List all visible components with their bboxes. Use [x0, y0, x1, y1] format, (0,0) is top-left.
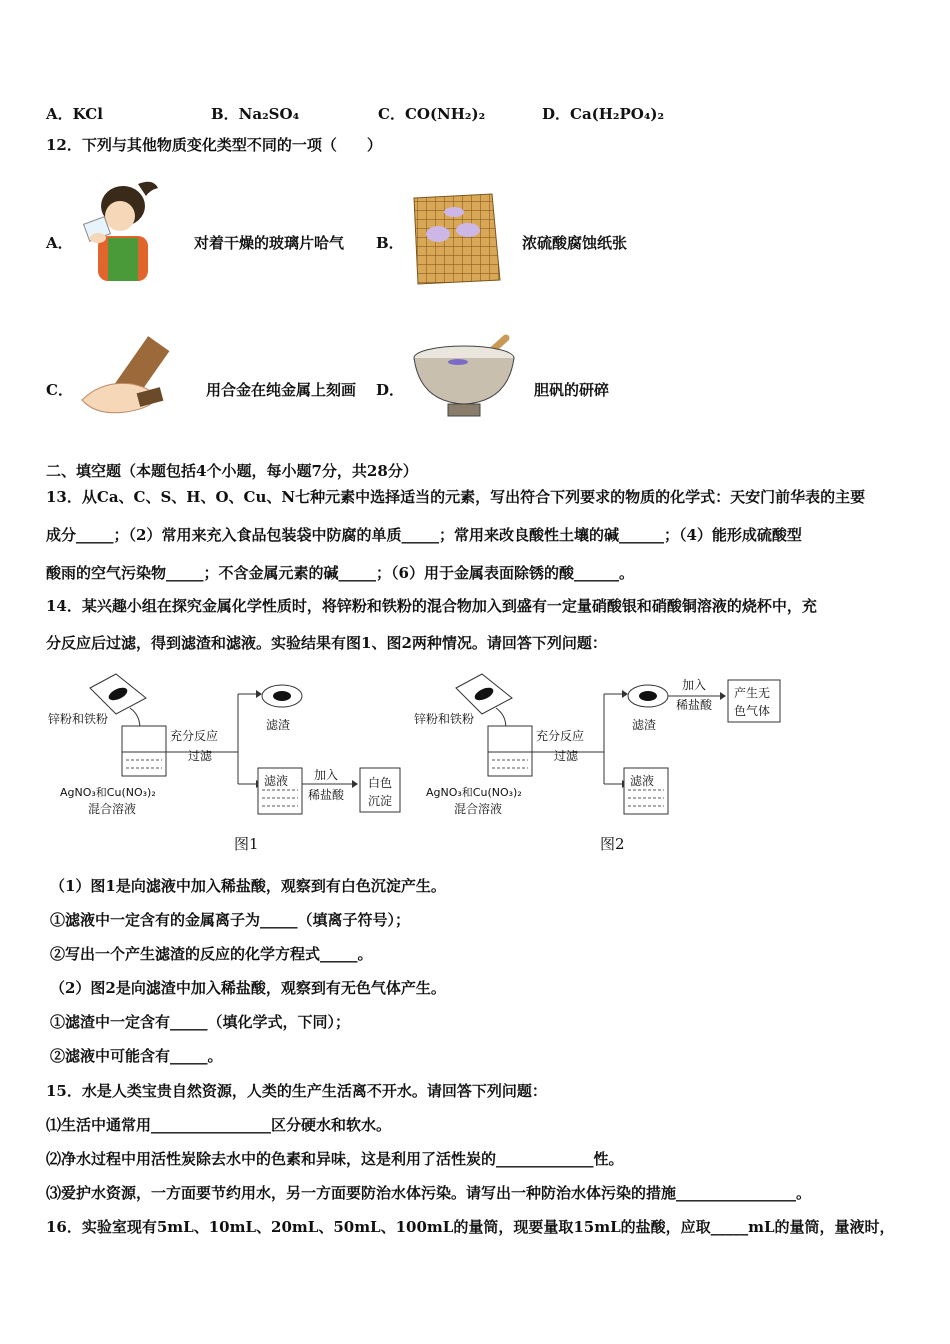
fig1-solution-line2: 混合溶液 [88, 802, 137, 816]
figure1-caption: 图1 [234, 835, 259, 853]
q14-line1: 14．某兴趣小组在探究金属化学性质时，将锌粉和铁粉的混合物加入到盛有一定量硝酸银和硝酸铜溶液的烧杯中，充 [46, 597, 817, 615]
fig1-result-line1: 白色 [368, 776, 393, 790]
q15-item2: ⑵净水过程中用活性炭除去水中的色素和异味，这是利用了活性炭的_____________性。 [46, 1150, 624, 1168]
fig2-filter-label: 过滤 [554, 749, 579, 763]
fig2-filtrate-label: 滤液 [630, 774, 655, 788]
q15-item3: ⑶爱护水资源，一方面要节约用水，另一方面要防治水体污染。请写出一种防治水体污染的措施________________。 [46, 1184, 812, 1202]
fig1-residue-label: 滤渣 [266, 718, 291, 732]
fig2-add-label: 加入 [682, 678, 707, 692]
fig1-solution-line1: AgNO₃和Cu(NO₃)₂ [60, 786, 156, 799]
q13-line3: 酸雨的空气污染物_____；不含金属元素的碱_____；（6）用于金属表面除锈的酸______。 [46, 564, 634, 582]
fig1-acid-label: 稀盐酸 [308, 788, 345, 802]
q14-part1b: ②写出一个产生滤渣的反应的化学方程式_____。 [50, 945, 373, 963]
hand-scratching-illustration [78, 330, 188, 422]
fig2-acid-label: 稀盐酸 [676, 698, 713, 712]
fig1-result-line2: 沉淀 [368, 794, 393, 808]
fig2-solution-line1: AgNO₃和Cu(NO₃)₂ [426, 786, 522, 799]
q13-line1: 13．从Ca、C、S、H、O、Cu、N七种元素中选择适当的元素，写出符合下列要求的物质的化学式：天安门前华表的主要 [46, 488, 866, 506]
fig2-powder-label: 锌粉和铁粉 [414, 712, 475, 726]
q14-part1: （1）图1是向滤液中加入稀盐酸，观察到有白色沉淀产生。 [50, 877, 446, 895]
mortar-pestle-illustration [408, 330, 520, 422]
q12-b-text: 浓硫酸腐蚀纸张 [522, 234, 628, 252]
option-d: D．Ca(H₂PO₄)₂ [542, 105, 665, 123]
fig1-filtrate-label: 滤液 [264, 774, 289, 788]
figure2-caption: 图2 [600, 835, 625, 853]
fig2-result-line2: 色气体 [734, 704, 771, 718]
q12-a-label: A． [46, 234, 73, 252]
fig2-result-line1: 产生无 [734, 686, 771, 700]
fig1-react-label: 充分反应 [170, 729, 219, 743]
fig2-react-label: 充分反应 [536, 729, 585, 743]
corroded-paper-illustration [408, 192, 504, 286]
q14-part2: （2）图2是向滤渣中加入稀盐酸，观察到有无色气体产生。 [50, 979, 446, 997]
fig2-solution-line2: 混合溶液 [454, 802, 503, 816]
section2-heading: 二、填空题（本题包括4个小题，每小题7分，共28分） [46, 462, 418, 480]
option-c: C．CO(NH₂)₂ [378, 105, 486, 123]
option-b: B．Na₂SO₄ [211, 105, 300, 123]
girl-breathing-illustration [78, 176, 168, 286]
q12-c-label: C． [46, 381, 73, 399]
q12-d-label: D． [376, 381, 405, 399]
q14-part1a: ①滤液中一定含有的金属离子为_____（填离子符号）； [50, 911, 411, 929]
fig2-residue-label: 滤渣 [632, 718, 657, 732]
q12-a-text: 对着干燥的玻璃片哈气 [194, 234, 345, 252]
option-a: A．KCl [46, 105, 103, 123]
q14-part2b: ②滤液中可能含有_____。 [50, 1047, 223, 1065]
q13-line2: 成分_____；（2）常用来充入食品包装袋中防腐的单质_____；常用来改良酸性土壤的碱______；（4）能形成硫酸型 [46, 526, 802, 544]
q12-d-text: 胆矾的研碎 [534, 381, 610, 399]
fig1-powder-label: 锌粉和铁粉 [48, 712, 109, 726]
q14-line2: 分反应后过滤，得到滤渣和滤液。实验结果有图1、图2两种情况。请回答下列问题： [46, 634, 607, 652]
q12-stem: 12．下列与其他物质变化类型不同的一项（ ） [46, 136, 382, 154]
fig1-filter-label: 过滤 [188, 749, 213, 763]
q15-item1: ⑴生活中通常用________________区分硬水和软水。 [46, 1116, 392, 1134]
fig1-add-label: 加入 [314, 768, 339, 782]
q12-b-label: B． [376, 234, 404, 252]
q12-c-text: 用合金在纯金属上刻画 [206, 381, 357, 399]
q15-stem: 15．水是人类宝贵自然资源，人类的生产生活离不开水。请回答下列问题： [46, 1082, 547, 1100]
q14-part2a: ①滤渣中一定含有_____（填化学式，下同）； [50, 1013, 351, 1031]
q16-line1: 16．实验室现有5mL、10mL、20mL、50mL、100mL的量筒，现要量取15mL的盐酸，应取_____mL的量筒，量液时， [46, 1218, 895, 1236]
